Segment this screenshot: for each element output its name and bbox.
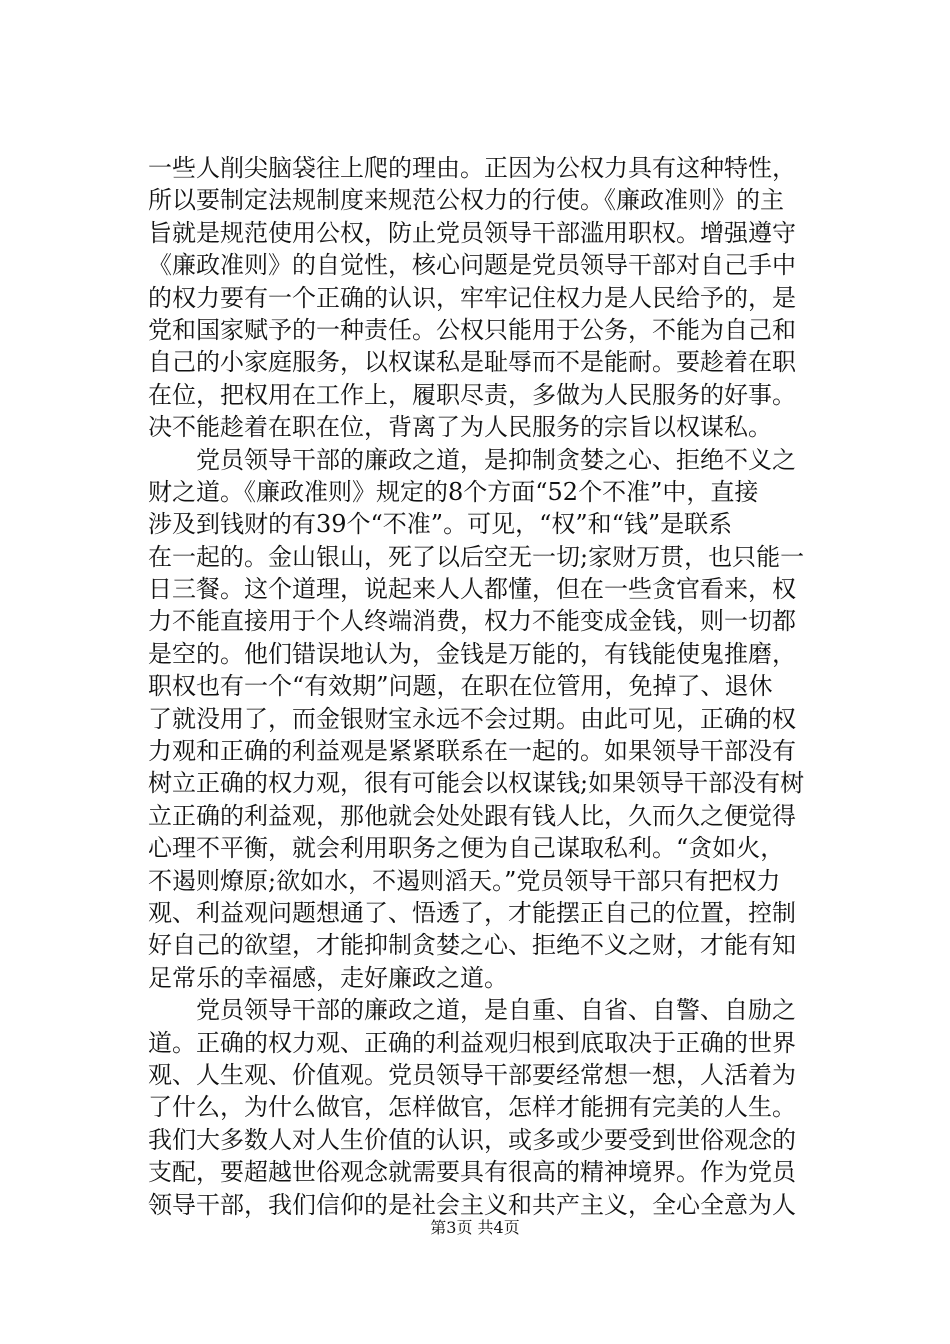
text-line: 是空的。他们错误地认为，金钱是万能的，有钱能使鬼推磨， [148, 639, 796, 668]
text-line: 观、利益观问题想通了、悟透了，才能摆正自己的位置，控制 [148, 898, 796, 927]
text-line: 党员领导干部的廉政之道，是抑制贪婪之心、拒绝不义之 [148, 445, 796, 474]
body-text [148, 152, 828, 1221]
text-line: 职权也有一个“有效期”问题，在职在位管用，免掉了、退休 [148, 672, 773, 701]
text-line: 决不能趁着在职在位，背离了为人民服务的宗旨以权谋私。 [148, 413, 772, 442]
text-line: 自己的小家庭服务，以权谋私是耻辱而不是能耐。要趁着在职 [148, 348, 796, 377]
page-footer: 第3页 共4页 [430, 1218, 520, 1237]
text-line: 不遏则燎原;欲如水，不遏则滔天。”党员领导干部只有把权力 [148, 866, 781, 895]
text-line: 了就没用了，而金银财宝永远不会过期。由此可见，正确的权 [148, 704, 796, 733]
text-line: 力不能直接用于个人终端消费，权力不能变成金钱，则一切都 [148, 607, 796, 636]
text-line: 立正确的利益观，那他就会处处跟有钱人比，久而久之便觉得 [148, 801, 796, 830]
text-line: 在位，把权用在工作上，履职尽责，多做为人民服务的好事。 [148, 380, 796, 409]
text-line: 心理不平衡，就会利用职务之便为自己谋取私利。“贪如火， [148, 834, 785, 863]
text-line: 树立正确的权力观，很有可能会以权谋钱;如果领导干部没有树 [148, 769, 805, 798]
text-line: 一些人削尖脑袋往上爬的理由。正因为公权力具有这种特性， [148, 154, 796, 182]
text-line: 道。正确的权力观、正确的利益观归根到底取决于正确的世界 [148, 1028, 796, 1057]
text-line: 力观和正确的利益观是紧紧联系在一起的。如果领导干部没有 [148, 737, 796, 766]
text-line: 财之道。《廉政准则》规定的8个方面“52个不准”中，直接 [148, 477, 759, 506]
text-line: 所以要制定法规制度来规范公权力的行使。《廉政准则》的主 [148, 186, 784, 215]
text-line: 好自己的欲望，才能抑制贪婪之心、拒绝不义之财，才能有知 [148, 931, 796, 960]
text-line: 涉及到钱财的有39个“不准”。可见，“权”和“钱”是联系 [148, 510, 733, 539]
text-line: 观、人生观、价值观。党员领导干部要经常想一想，人活着为 [148, 1060, 796, 1089]
text-line: 旨就是规范使用公权，防止党员领导干部滥用职权。增强遵守 [148, 218, 796, 247]
text-line: 《廉政准则》的自觉性，核心问题是党员领导干部对自己手中 [148, 251, 796, 280]
text-line: 了什么，为什么做官，怎样做官，怎样才能拥有完美的人生。 [148, 1093, 796, 1122]
text-line: 领导干部，我们信仰的是社会主义和共产主义，全心全意为人 [148, 1190, 796, 1219]
text-line: 足常乐的幸福感，走好廉政之道。 [148, 963, 508, 992]
text-line: 日三餐。这个道理，说起来人人都懂，但在一些贪官看来，权 [148, 575, 796, 604]
text-line: 在一起的。金山银山，死了以后空无一切;家财万贯，也只能一 [148, 542, 805, 571]
text-line: 支配，要超越世俗观念就需要具有很高的精神境界。作为党员 [148, 1158, 796, 1187]
text-line: 党和国家赋予的一种责任。公权只能用于公务，不能为自己和 [148, 315, 796, 344]
text-line: 的权力要有一个正确的认识，牢牢记住权力是人民给予的，是 [148, 283, 796, 312]
text-line: 我们大多数人对人生价值的认识，或多或少要受到世俗观念的 [148, 1125, 796, 1154]
text-line: 党员领导干部的廉政之道，是自重、自省、自警、自励之 [148, 996, 796, 1025]
